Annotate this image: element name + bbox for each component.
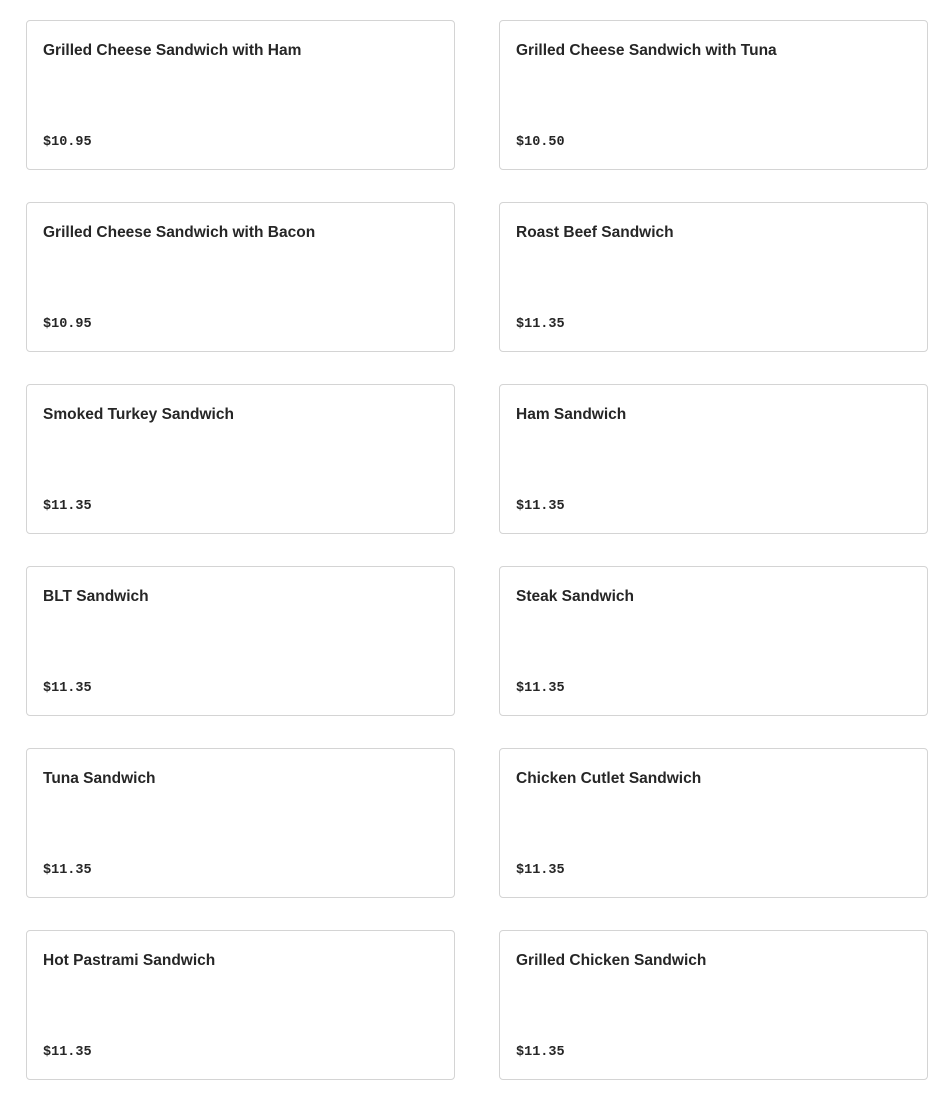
- menu-item-grid: [26, 0, 928, 1080]
- menu-item-card[interactable]: [499, 930, 928, 1080]
- menu-item-name: Hot Pastrami Sandwich: [43, 952, 216, 969]
- menu-item-price: $10.95: [43, 135, 92, 150]
- menu-item-name: Grilled Cheese Sandwich with Tuna: [516, 42, 777, 59]
- menu-item-card[interactable]: [26, 930, 455, 1080]
- menu-item-price: $11.35: [516, 863, 565, 878]
- menu-item-name: Roast Beef Sandwich: [516, 224, 674, 241]
- menu-item-price: $11.35: [43, 681, 92, 696]
- menu-item-price: $11.35: [516, 681, 565, 696]
- menu-item-price: $10.50: [516, 135, 565, 150]
- menu-item-card[interactable]: [499, 20, 928, 170]
- menu-item-card[interactable]: [499, 202, 928, 352]
- menu-item-card[interactable]: [26, 748, 455, 898]
- menu-item-card[interactable]: [26, 384, 455, 534]
- menu-item-name: Ham Sandwich: [516, 406, 627, 423]
- menu-item-price: $11.35: [516, 317, 565, 332]
- menu-item-price: $10.95: [43, 317, 92, 332]
- menu-item-card[interactable]: [26, 20, 455, 170]
- menu-item-name: Smoked Turkey Sandwich: [43, 406, 234, 423]
- menu-item-card[interactable]: [26, 566, 455, 716]
- menu-item-card[interactable]: [499, 384, 928, 534]
- menu-item-name: Grilled Chicken Sandwich: [516, 952, 707, 969]
- menu-item-name: Grilled Cheese Sandwich with Ham: [43, 42, 302, 59]
- menu-item-name: Tuna Sandwich: [43, 770, 156, 787]
- menu-item-name: BLT Sandwich: [43, 588, 149, 605]
- menu-item-card[interactable]: [499, 566, 928, 716]
- menu-item-name: Grilled Cheese Sandwich with Bacon: [43, 224, 316, 241]
- menu-item-price: $11.35: [43, 863, 92, 878]
- menu-item-card[interactable]: [499, 748, 928, 898]
- menu-item-name: Steak Sandwich: [516, 588, 635, 605]
- menu-item-card[interactable]: [26, 202, 455, 352]
- menu-item-price: $11.35: [43, 499, 92, 514]
- menu-item-price: $11.35: [516, 1045, 565, 1060]
- menu-item-price: $11.35: [43, 1045, 92, 1060]
- menu-item-name: Chicken Cutlet Sandwich: [516, 770, 702, 787]
- menu-item-price: $11.35: [516, 499, 565, 514]
